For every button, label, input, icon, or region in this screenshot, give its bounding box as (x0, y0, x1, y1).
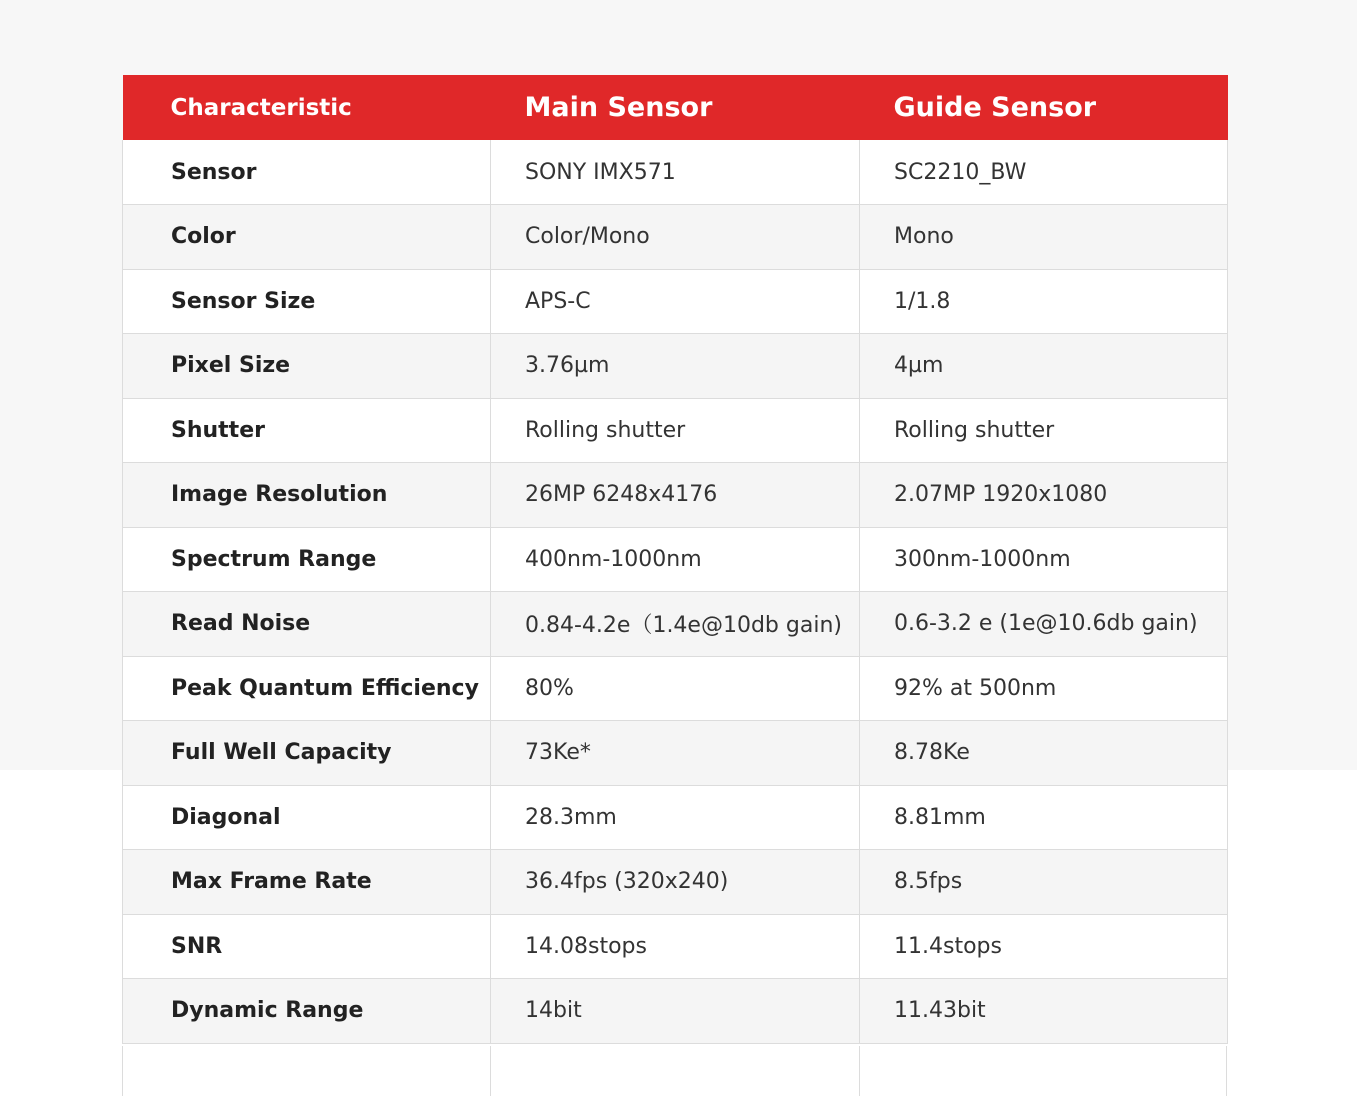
table-row (123, 334, 1228, 399)
table-row (123, 656, 1228, 721)
row-label: Spectrum Range (123, 527, 491, 592)
guide-sensor-value: 1/1.8 (860, 269, 1228, 334)
main-sensor-value: 14bit (491, 979, 860, 1044)
row-label: Image Resolution (123, 463, 491, 528)
table-row (123, 785, 1228, 850)
main-sensor-value: 3.76µm (491, 334, 860, 399)
header-guide-sensor: Guide Sensor (893, 92, 1097, 123)
table-body (123, 140, 1228, 1043)
row-label: Shutter (123, 398, 491, 463)
table-row (123, 140, 1228, 205)
main-sensor-value: Rolling shutter (491, 398, 860, 463)
guide-sensor-value: 92% at 500nm (860, 656, 1228, 721)
row-label: Sensor (123, 140, 491, 205)
table-row (123, 914, 1228, 979)
guide-sensor-value: 8.5fps (860, 850, 1228, 915)
table-row (123, 463, 1228, 528)
row-label: Max Frame Rate (123, 850, 491, 915)
main-sensor-value: 73Ke* (491, 721, 860, 786)
header-main-sensor: Main Sensor (524, 92, 713, 123)
main-sensor-value: 28.3mm (491, 785, 860, 850)
table-row (123, 721, 1228, 786)
row-label: Color (123, 205, 491, 270)
main-sensor-value: APS-C (491, 269, 860, 334)
main-sensor-value: 26MP 6248x4176 (491, 463, 860, 528)
guide-sensor-value: SC2210_BW (860, 140, 1228, 205)
header-row (123, 75, 1228, 140)
guide-sensor-value: 8.81mm (860, 785, 1228, 850)
guide-sensor-value: 300nm-1000nm (860, 527, 1228, 592)
header-characteristic: Characteristic (170, 94, 352, 121)
row-label: Peak Quantum Efficiency (123, 656, 491, 721)
row-label: Dynamic Range (123, 979, 491, 1044)
table-row (123, 269, 1228, 334)
row-label: Full Well Capacity (123, 721, 491, 786)
table-row (123, 850, 1228, 915)
row-label: SNR (123, 914, 491, 979)
guide-sensor-value: 11.4stops (860, 914, 1228, 979)
table-row (123, 527, 1228, 592)
guide-sensor-value: 4µm (860, 334, 1228, 399)
table-header (123, 75, 1228, 140)
column-divider (490, 1046, 491, 1096)
table-row (123, 205, 1228, 270)
main-sensor-value: 14.08stops (491, 914, 860, 979)
row-label: Pixel Size (123, 334, 491, 399)
guide-sensor-value: 8.78Ke (860, 721, 1228, 786)
guide-sensor-value: Mono (860, 205, 1228, 270)
table-row (123, 398, 1228, 463)
main-sensor-value: Color/Mono (491, 205, 860, 270)
row-label: Diagonal (123, 785, 491, 850)
main-sensor-value: 0.84-4.2e（1.4e@10db gain) (491, 592, 860, 657)
main-sensor-value: 36.4fps (320x240) (491, 850, 860, 915)
table-empty-row (122, 1046, 1227, 1096)
column-divider (1226, 1046, 1227, 1096)
column-divider (122, 1046, 123, 1096)
guide-sensor-value: 0.6-3.2 e (1e@10.6db gain) (860, 592, 1228, 657)
row-label: Read Noise (123, 592, 491, 657)
main-sensor-value: SONY IMX571 (491, 140, 860, 205)
main-sensor-value: 400nm-1000nm (491, 527, 860, 592)
guide-sensor-value: Rolling shutter (860, 398, 1228, 463)
table-row (123, 592, 1228, 657)
main-sensor-value: 80% (491, 656, 860, 721)
row-label: Sensor Size (123, 269, 491, 334)
spec-comparison-table (122, 75, 1228, 1044)
column-divider (859, 1046, 860, 1096)
guide-sensor-value: 11.43bit (860, 979, 1228, 1044)
guide-sensor-value: 2.07MP 1920x1080 (860, 463, 1228, 528)
table-row (123, 979, 1228, 1044)
